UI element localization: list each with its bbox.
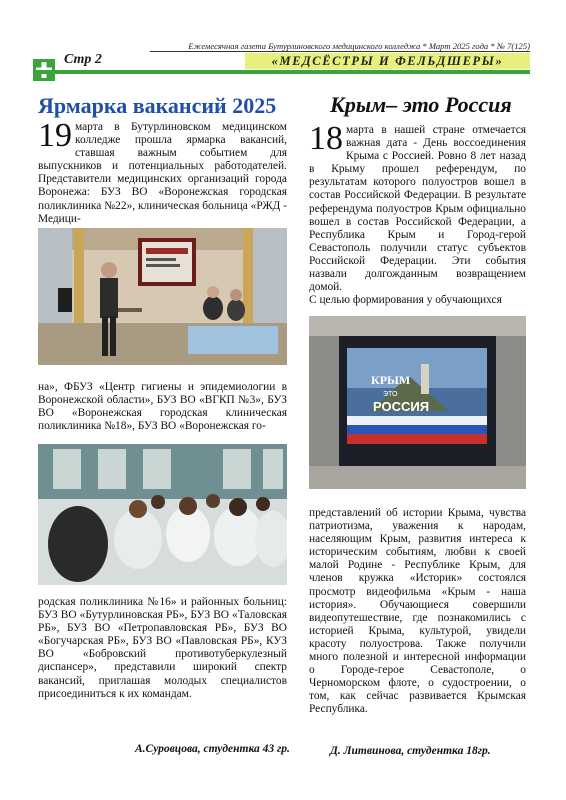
screen-title-russia: РОССИЯ <box>373 399 430 414</box>
crimea-text-1: марта в нашей стране отмечается важная дата - День воссоединения Крыма с Россией. Ровно 8 лет назад в Крыму прошел референдум, по результатам которого полуостров вошел в состав Российской Федерации. В результате референдума полуостров Крым официально вошел в состав Российской Федерации, а Республика Крым и Город-герой Севастополь получили статус субъектов Российской Федерации. Эти события назвали долгожданным возвращением домой. <box>309 124 526 294</box>
job-fair-text-2: на», ФБУЗ «Центр гигиены и эпидемиологии в Воронежской области», БУЗ ВО «ВГКП №3», БУЗ ВО «Воронежская городская клиническая поликлиника №18», БУЗ ВО «Воронежская го- <box>38 381 287 433</box>
crimea-text-1b: С целью формирования у обучающихся <box>309 294 502 307</box>
crimea-paragraph-1 <box>309 120 526 307</box>
issue-info: Ежемесячная газета Бутурлиновского медицинского колледжа * Март 2025 года * № 7(125) <box>188 41 530 51</box>
job-fair-paragraph-3 <box>38 596 287 701</box>
job-fair-paragraph-2 <box>38 381 287 433</box>
job-fair-photo-audience <box>38 444 287 585</box>
crimea-paragraph-2 <box>309 507 526 717</box>
author-signature-right: Д. Литвинова, студентка 18гр. <box>330 745 491 757</box>
screen-word-eto: ЭТО <box>383 391 398 398</box>
header-green-band <box>33 70 530 74</box>
author-signature-left: А.Суровцова, студентка 43 гр. <box>135 743 290 755</box>
header-divider <box>150 51 530 52</box>
crimea-projector-photo <box>309 316 526 489</box>
crimea-text-2: представлений об истории Крыма, чувства патриотизма, уважения к народам, населяющим Крым, развития интереса к историческим событиям, любви к своей малой Родине - Республике Крым, для членов кружка «Историк» состоялся просмотр видеофильма «Крым - наша история». Обучающиеся совершили видеопутешествие, где познакомились с историей Крыма, культурой, увидели красоту полуострова. Также получили много полезной и интересной информации о Городе-герое Севастополе, о Черноморском флоте, о судостроении, о том, как сейчас развивается Крымская Республика. <box>309 507 526 716</box>
job-fair-text-1: марта в Бутурлиновском медицинском колледже прошла ярмарка вакансий, ставшая важным событием для выпускников и потенциальных работодателей. Представители медицинских организаций города Воронежа: БУЗ ВО «Воронежская городская поликлиника №22», клиническая больница «РЖД - Медици- <box>38 121 287 225</box>
headline-job-fair: Ярмарка вакансий 2025 <box>38 93 277 118</box>
dropcap-date-crimea: 18 <box>309 120 343 157</box>
newspaper-title: «МЕДСЁСТРЫ И ФЕЛЬДШЕРЫ» <box>271 54 504 68</box>
screen-title-crimea: КРЫМ <box>371 373 411 387</box>
job-fair-paragraph-1 <box>38 117 287 226</box>
dropcap-date: 19 <box>38 117 72 154</box>
page-number: Стр 2 <box>64 52 102 67</box>
job-fair-photo-speaker <box>38 228 287 365</box>
job-fair-text-3: родская поликлиника №16» и районных больниц: БУЗ ВО «Бутурлиновская РБ», БУЗ ВО «Таловская РБ», БУЗ ВО «Петропавловская РБ», БУЗ ВО «Богучарская РБ», БУЗ ВО «Павловская РБ», КУЗ ВО «Бобровский противотуберкулезный диспансер», представили широкий спектр вакансий, приглашая молодых специалистов присоединиться к их командам. <box>38 596 287 700</box>
headline-crimea: Крым– это Россия <box>330 92 512 117</box>
